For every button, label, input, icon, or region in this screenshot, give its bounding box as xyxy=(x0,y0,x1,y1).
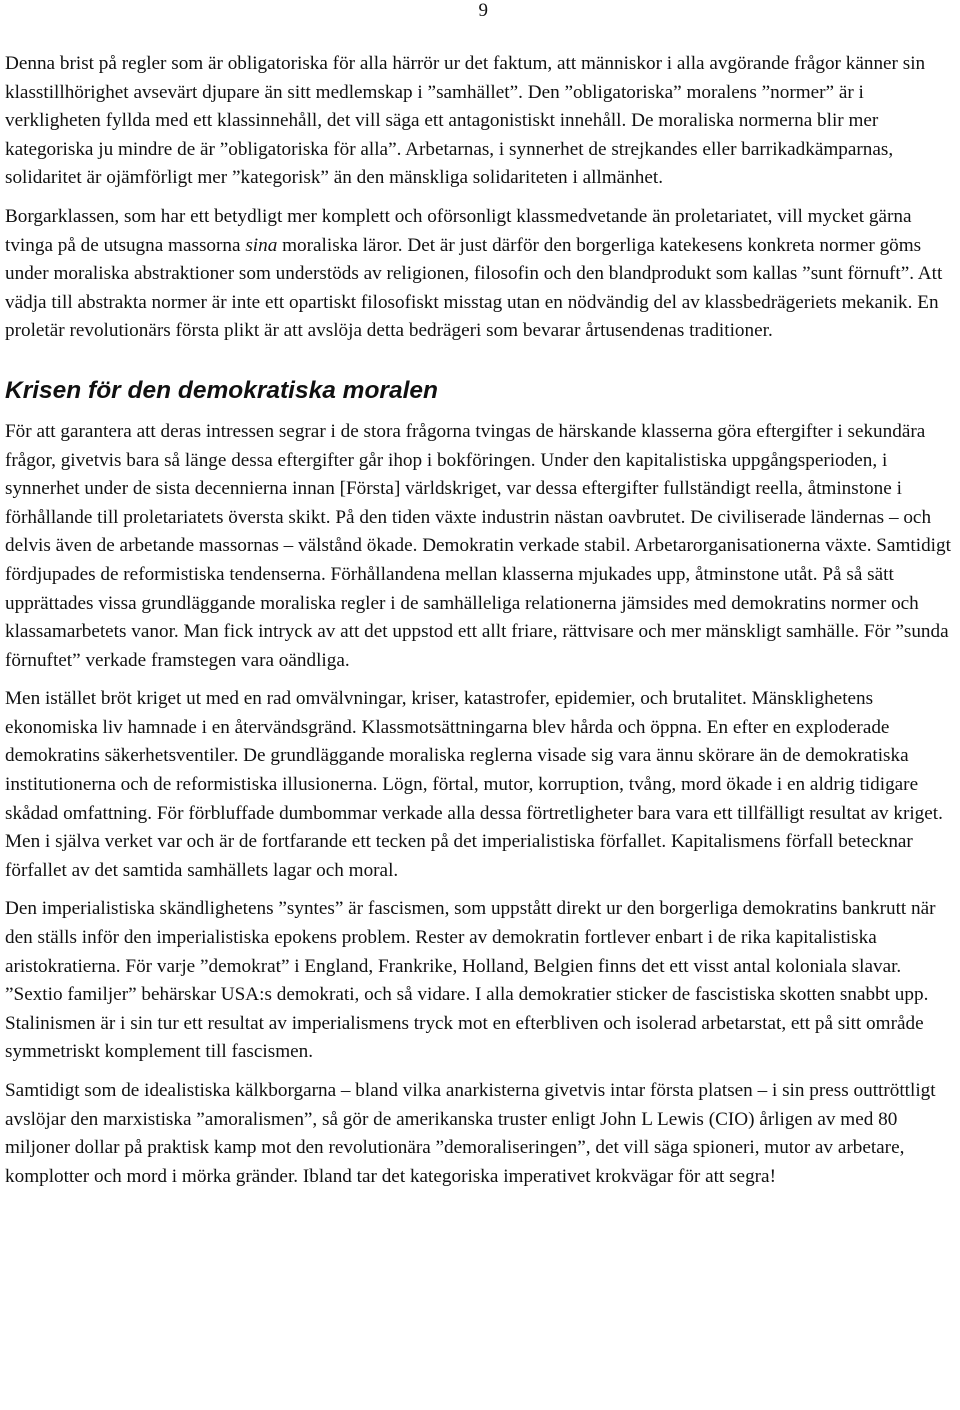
page-number: 9 xyxy=(478,0,488,21)
paragraph-intro: Denna brist på regler som är obligatoriska för alla härrör ur det faktum, att människor i alla avgörande frågor känner sin klasstillhörighet avsevärt djupare än sitt medlemskap i ”samhället”. Den ”obligatoriska” moralens ”normer” är i verkligheten fyllda med ett klassinnehåll, det vill säga ett antagonistiskt innehåll. De moraliska normerna blir mer kategoriska ju mindre de är ”obligatoriska för alla”. Arbetarnas, i synnerhet de strejkandes eller barrikadkämparnas, solidaritet är ojämförligt mer ”kategorisk” än den mänskliga solidariteten i allmänhet. xyxy=(5,53,926,189)
page-body xyxy=(5,50,957,1201)
section-heading: Krisen för den demokratiska moralen xyxy=(5,376,438,404)
paragraph-concessions: För att garantera att deras intressen segrar i de stora frågorna tvingas de härskande klasserna göra eftergifter i sekundära frågor, givetvis bara så länge dessa eftergifter går ihop i bokföringen. Under den kapitalistiska uppgångsperioden, i synnerhet under de sista decennierna innan [Första] världskriget, var dessa eftergifter fullständigt reella, åtminstone i förhållande till proletariatets översta skikt. På den tiden växte industrin nästan oavbrutet. De civiliserade ländernas – och delvis även de arbetande massornas – välstånd ökade. Demokratin verkade stabil. Arbetarorganisationerna växte. Samtidigt fördjupades de reformistiska tendenserna. Förhållandena mellan klasserna mjukades upp, åtminstone utåt. På så sätt upprättades vissa grundläggande moraliska regler i de samhälleliga relationerna jämsides med demokratins normer och klassamarbetets vanor. Man fick intryck av att det uppstod ett allt friare, rättvisare och mer mänskligt samhälle. För ”sunda förnuftet” verkade framstegen vara oändliga. xyxy=(5,420,951,671)
paragraph-bourgeoisie-part-1: Borgarklassen, som har ett betydligt mer komplett och oförsonligt klassmedvetande än proletariatet, vill mycket gärna tvinga på de utsugna massorna xyxy=(5,205,912,256)
paragraph-amoralism: Samtidigt som de idealistiska kälkborgarna – bland vilka anarkisterna givetvis intar första platsen – i sin press outtröttligt avslöjar den marxistiska ”amoralismen”, så gör de amerikanska truster enligt John L Lewis (CIO) årligen av med 80 miljoner dollar på praktisk kamp mot den revolutionära ”demoraliseringen”, det vill säga spioneri, mutor av arbetare, komplotter och mord i mörka gränder. Ibland tar det kategoriska imperativet krokvägar för att segra! xyxy=(5,1080,936,1187)
paragraph-fascism: Den imperialistiska skändlighetens ”syntes” är fascismen, som uppstått direkt ur den borgerliga demokratins bankrutt när den ställs inför den imperialistiska epokens problem. Rester av demokratin fortlever enbart i de rika kapitalistiska aristokratierna. För varje ”demokrat” i England, Frankrike, Holland, Belgien finns det ett visst antal koloniala slavar. ”Sextio familjer” behärskar USA:s demokrati, och så vidare. I alla demokratier sticker de fascistiska skotten snabbt upp. Stalinismen är i sin tur ett resultat av imperialismens tryck mot en efterbliven och isolerad arbetarstat, ett på sitt område symmetriskt komplement till fascismen. xyxy=(5,898,936,1063)
paragraph-war: Men istället bröt kriget ut med en rad omvälvningar, kriser, katastrofer, epidemier, och brutalitet. Mänsklighetens ekonomiska liv hamnade i en återvändsgränd. Klassmotsättningarna blev hårda och öppna. En efter en exploderade demokratins säkerhetsventiler. De grundläggande moraliska reglerna visade sig vara ännu skörare än de demokratiska institutionerna och de reformistiska illusionerna. Lögn, förtal, mutor, korruption, tvång, mord ökade i en aldrig tidigare skådad omfattning. För förbluffade dumbommar verkade alla dessa förtretligheter bara vara ett tillfälligt resultat av kriget. Men i själva verket var och är de fortfarande ett tecken på det imperialistiska förfallet. Kapitalismens förfall betecknar förfallet av det samtida samhällets lagar och moral. xyxy=(5,688,943,881)
paragraph-bourgeoisie-part-2: moraliska läror. Det är just därför den borgerliga katekesens konkreta normer göms under moraliska abstraktioner som understöds av religionen, filosofin och den blandprodukt som kallas ”sunt förnuft”. Att vädja till abstrakta normer är inte ett opartiskt filosofiskt misstag utan en nödvändig del av klassbedrägeriets mekanik. En proletär revolutionärs första plikt är att avslöja detta bedrägeri som bevarar årtusendenas traditioner. xyxy=(5,234,943,342)
emphasized-word: sina xyxy=(245,234,278,256)
paragraph-bourgeoisie xyxy=(5,203,957,346)
